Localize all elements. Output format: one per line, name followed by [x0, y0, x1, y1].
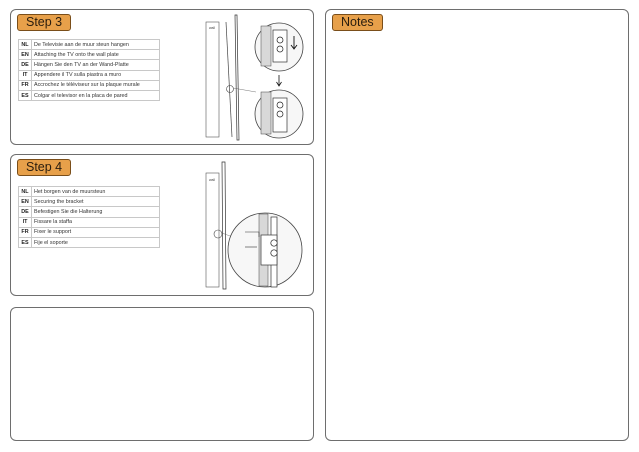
- arrow-down-icon-2: [277, 75, 282, 86]
- instruction-row-es: ES Fije el soporte: [19, 237, 160, 247]
- step3-wall-label: wall: [209, 26, 216, 30]
- step4-title: Step 4: [17, 159, 71, 176]
- step4-illustration: [201, 157, 311, 293]
- notes-title: Notes: [332, 14, 383, 31]
- notes-panel: [325, 9, 629, 441]
- instruction-row-de: DE Hängen Sie den TV an der Wand-Platte: [19, 60, 160, 70]
- step4-panel: [10, 154, 314, 296]
- instruction-row-en: EN Attaching the TV onto the wall plate: [19, 50, 160, 60]
- instruction-row-de: DE Befestigen Sie die Halterung: [19, 207, 160, 217]
- step3-panel: [10, 9, 314, 145]
- blank-panel: [10, 307, 314, 441]
- step4-instructions-table: [18, 186, 160, 248]
- step3-detail-marker: [227, 86, 234, 93]
- instruction-row-fr: FR Accrochez le téléviseur sur la plaque murale: [19, 80, 160, 90]
- instruction-row-it: IT Fissare la staffa: [19, 217, 160, 227]
- instruction-row-fr: FR Fixer le support: [19, 227, 160, 237]
- instruction-row-it: IT Appendere il TV sulla piastra a muro: [19, 70, 160, 80]
- step3-instructions-table: [18, 39, 160, 101]
- instruction-row-en: EN Securing the bracket: [19, 197, 160, 207]
- step3-title: Step 3: [17, 14, 71, 31]
- instruction-row-nl: NL De Televisie aan de muur steun hangen: [19, 40, 160, 50]
- step3-illustration: [201, 12, 311, 142]
- instruction-row-es: ES Colgar el televisor en la placa de pared: [19, 90, 160, 100]
- instruction-row-nl: NL Het borgen van de muursteun: [19, 187, 160, 197]
- tv-profile-shape: [235, 15, 239, 140]
- step4-wall-label: wall: [209, 178, 216, 182]
- tv-profile-shape: [222, 162, 226, 289]
- wall-shape: [206, 22, 219, 137]
